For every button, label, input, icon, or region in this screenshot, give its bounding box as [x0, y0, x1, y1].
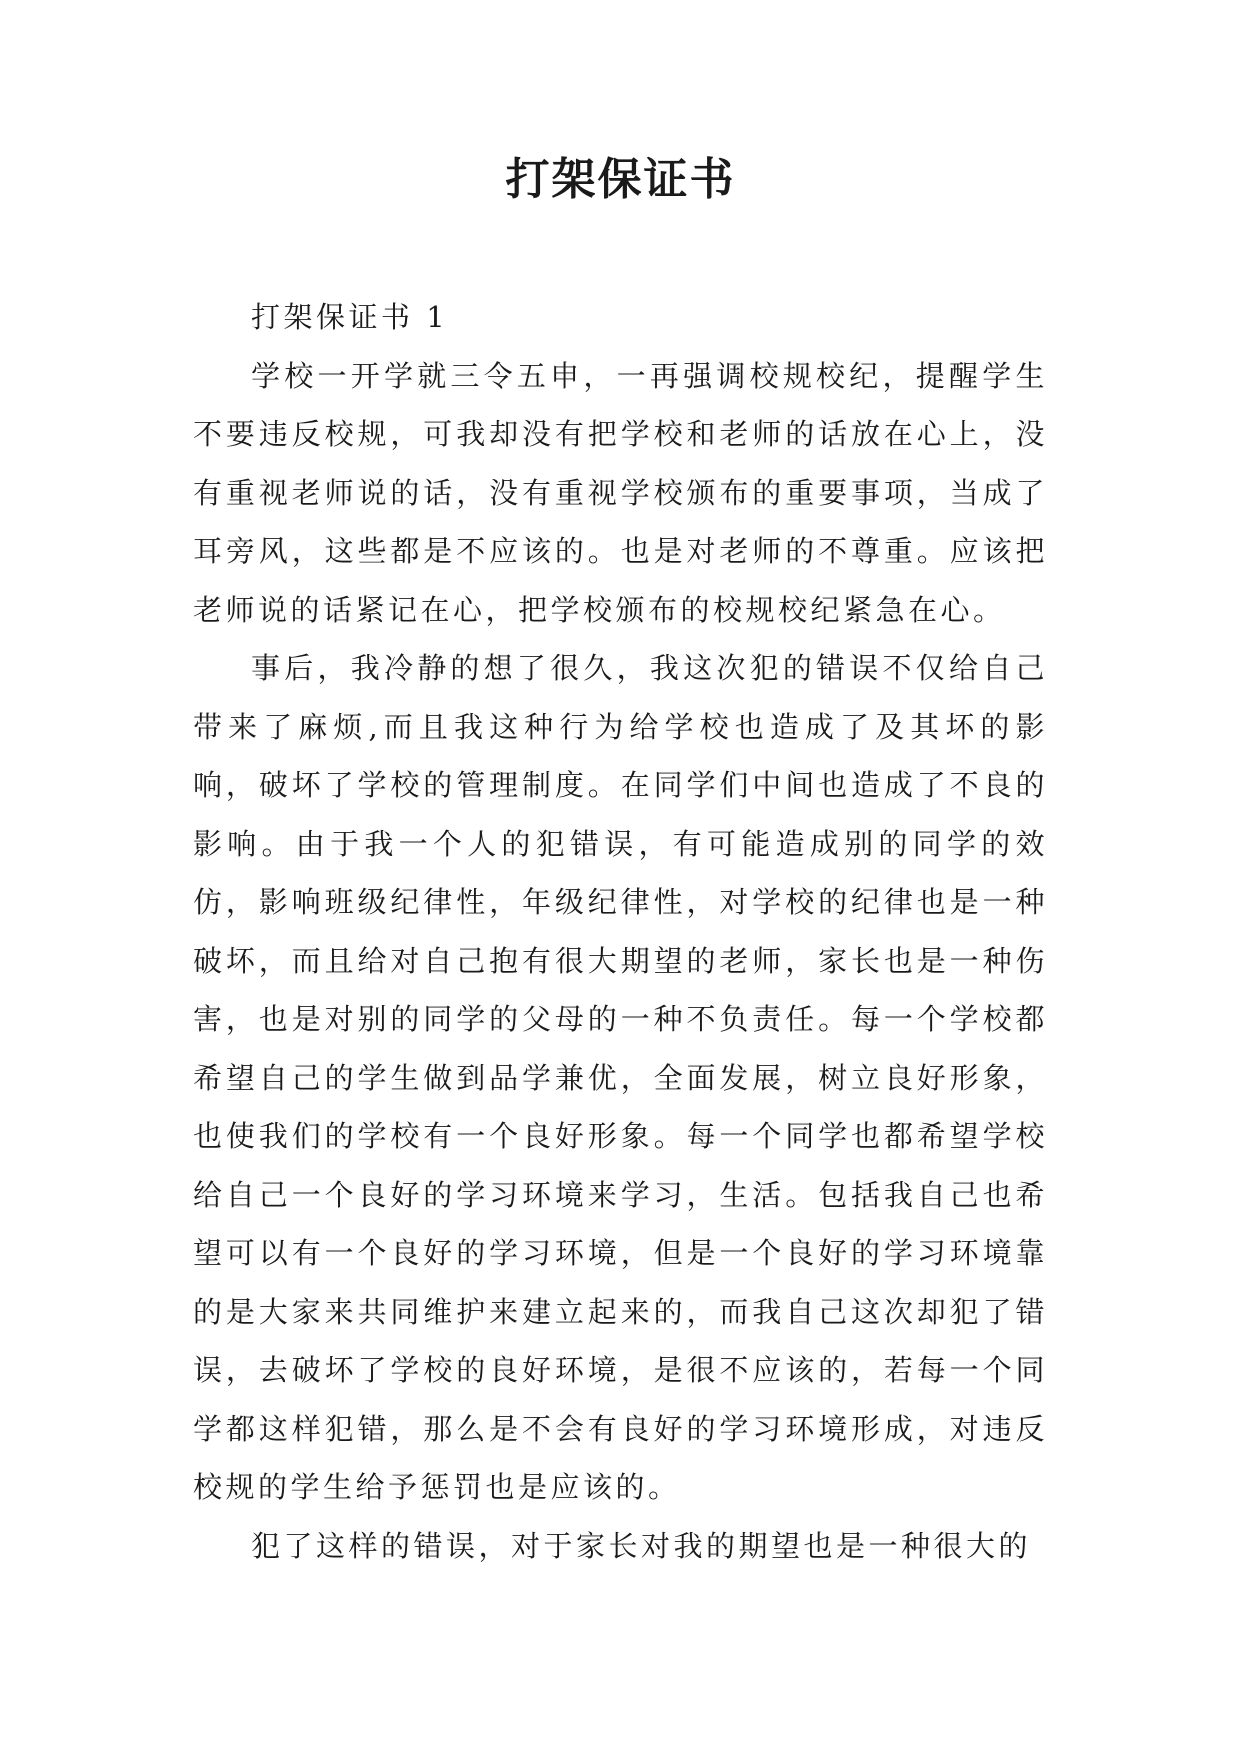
- section-heading: 打架保证书 1: [251, 300, 449, 334]
- body-paragraph: 犯了这样的错误，对于家长对我的期望也是一种很大的: [251, 1528, 1032, 1563]
- document-title: 打架保证书: [505, 154, 736, 205]
- body-paragraph: 学校一开学就三令五申，一再强调校规校纪，提醒学生不要违反校规，可我却没有把学校和老师的话放在心上，没有重视老师说的话，没有重视学校颁布的重要事项，当成了耳旁风，这些都是不应该的。也是对老师的不尊重。应该把老师说的话紧记在心，把学校颁布的校规校纪紧急在心。: [193, 358, 1048, 627]
- body-paragraph: 事后，我冷静的想了很久，我这次犯的错误不仅给自己带来了麻烦,而且我这种行为给学校也造成了及其坏的影响，破坏了学校的管理制度。在同学们中间也造成了不良的影响。由于我一个人的犯错误，有可能造成别的同学的效仿，影响班级纪律性，年级纪律性，对学校的纪律也是一种破坏，而且给对自己抱有很大期望的老师，家长也是一种伤害，也是对别的同学的父母的一种不负责任。每一个学校都希望自己的学生做到品学兼优，全面发展，树立良好形象，也使我们的学校有一个良好形象。每一个同学也都希望学校给自己一个良好的学习环境来学习，生活。包括我自己也希望可以有一个良好的学习环境，但是一个良好的学习环境靠的是大家来共同维护来建立起来的，而我自己这次却犯了错误，去破坏了学校的良好环境，是很不应该的，若每一个同学都这样犯错，那么是不会有良好的学习环境形成，对违反校规的学生给予惩罚也是应该的。: [193, 651, 1048, 1504]
- document-body: [193, 288, 1048, 1575]
